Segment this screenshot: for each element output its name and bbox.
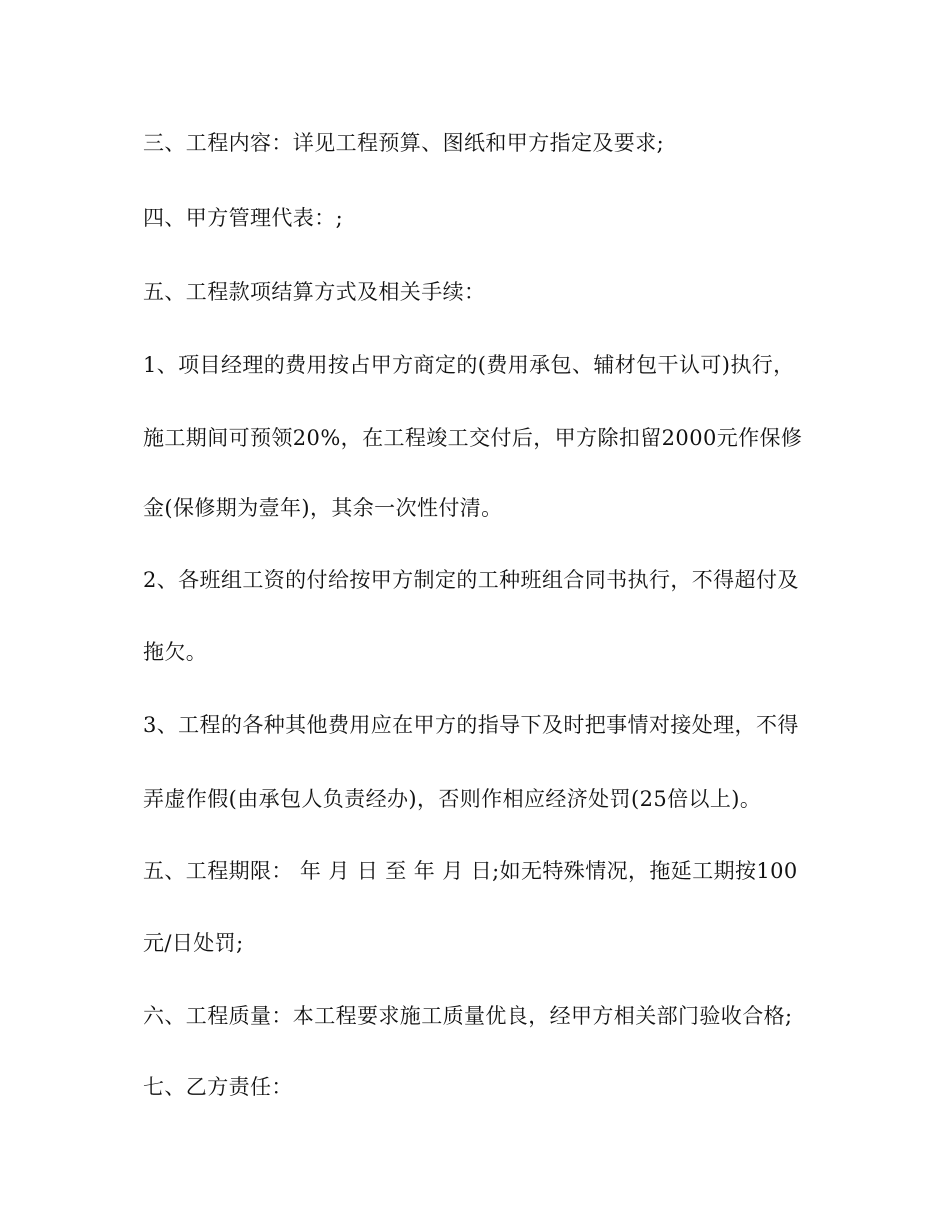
clause-1-line-3: 金(保修期为壹年)，其余一次性付清。 bbox=[143, 496, 503, 520]
clause-1-line-1: 1、项目经理的费用按占甲方商定的(费用承包、辅材包干认可)执行， bbox=[143, 353, 795, 377]
clause-2-line-2: 拖欠。 bbox=[143, 640, 208, 664]
section-5-period-line-1: 五、工程期限： 年 月 日 至 年 月 日;如无特殊情况，拖延工期按100 bbox=[143, 859, 798, 883]
clause-3-line-2: 弄虚作假(由承包人负责经办)，否则作相应经济处罚(25倍以上)。 bbox=[143, 787, 762, 811]
clause-3-line-1: 3、工程的各种其他费用应在甲方的指导下及时把事情对接处理，不得 bbox=[143, 713, 799, 737]
section-5-period-line-2: 元/日处罚; bbox=[143, 931, 244, 955]
section-7-party-b-heading: 七、乙方责任： bbox=[143, 1075, 293, 1099]
clause-2-line-1: 2、各班组工资的付给按甲方制定的工种班组合同书执行，不得超付及 bbox=[143, 568, 799, 592]
section-5-settlement-heading: 五、工程款项结算方式及相关手续： bbox=[143, 280, 486, 304]
section-6-quality: 六、工程质量：本工程要求施工质量优良，经甲方相关部门验收合格; bbox=[143, 1004, 793, 1028]
clause-1-line-2: 施工期间可预领20%，在工程竣工交付后，甲方除扣留2000元作保修 bbox=[143, 426, 803, 450]
section-4-representative: 四、甲方管理代表：; bbox=[143, 206, 344, 230]
section-3-work-content: 三、工程内容：详见工程预算、图纸和甲方指定及要求; bbox=[143, 131, 665, 155]
